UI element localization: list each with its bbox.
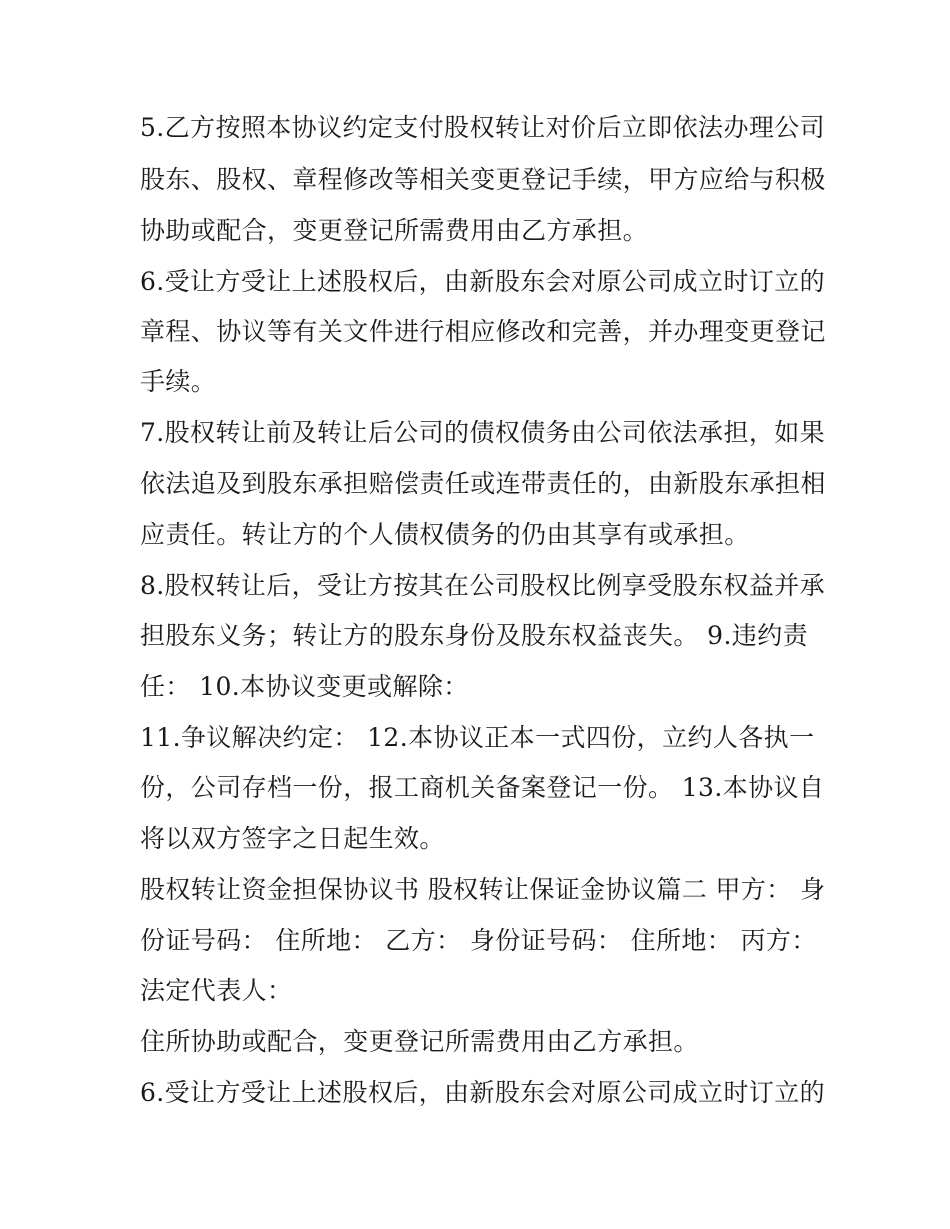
text-line: 任： 10.本协议变更或解除：: [140, 672, 469, 701]
text-line: 7.股权转让前及转让后公司的债权债务由公司依法承担，如果: [140, 418, 826, 447]
text-line: 担股东义务；转让方的股东身份及股东权益丧失。 9.违约责: [140, 621, 809, 650]
text-line: 份证号码： 住所地： 乙方： 身份证号码： 住所地： 丙方：: [140, 926, 817, 955]
text-line: 法定代表人：: [140, 976, 293, 1005]
text-line: 应责任。转让方的个人债权债务的仍由其享有或承担。: [140, 520, 750, 549]
text-line: 5.乙方按照本协议约定支付股权转让对价后立即依法办理公司: [140, 113, 826, 142]
text-line: 协助或配合，变更登记所需费用由乙方承担。: [140, 216, 649, 245]
text-line: 手续。: [140, 367, 217, 396]
text-line: 8.股权转让后，受让方按其在公司股权比例享受股东权益并承: [140, 571, 826, 600]
text-line: 股东、股权、章程修改等相关变更登记手续，甲方应给与积极: [140, 165, 826, 194]
text-line: 11.争议解决约定： 12.本协议正本一式四份，立约人各执一: [140, 723, 815, 752]
text-line: 依法追及到股东承担赔偿责任或连带责任的，由新股东承担相: [140, 469, 826, 498]
text-line: 股权转让资金担保协议书 股权转让保证金协议篇二 甲方： 身: [140, 875, 826, 904]
text-line: 6.受让方受让上述股权后，由新股东会对原公司成立时订立的: [140, 1078, 826, 1107]
text-line: 6.受让方受让上述股权后，由新股东会对原公司成立时订立的: [140, 267, 826, 296]
text-line: 住所协助或配合，变更登记所需费用由乙方承担。: [140, 1027, 699, 1056]
text-line: 将以双方签字之日起生效。: [140, 824, 445, 853]
text-line: 份，公司存档一份，报工商机关备案登记一份。 13.本协议自: [140, 773, 825, 802]
text-line: 章程、协议等有关文件进行相应修改和完善，并办理变更登记: [140, 317, 826, 346]
